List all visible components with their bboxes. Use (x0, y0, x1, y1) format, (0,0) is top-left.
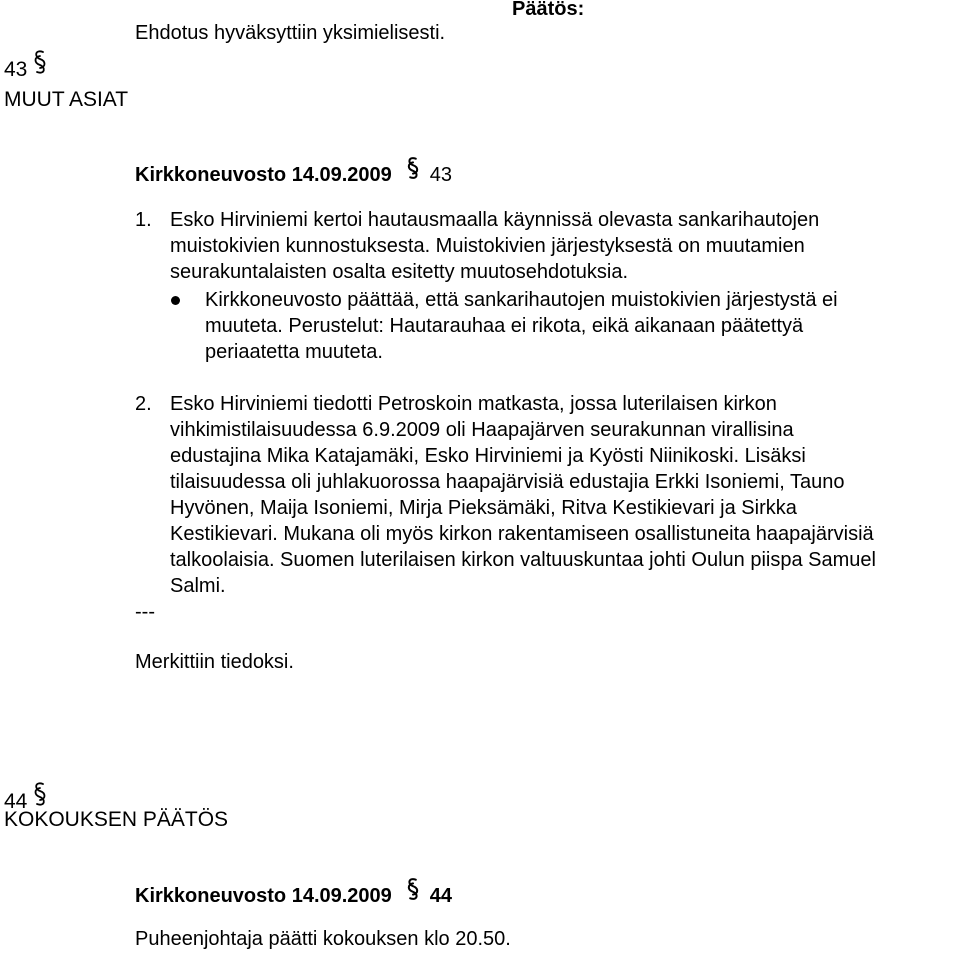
closing-text: Puheenjohtaja päätti kokouksen klo 20.50. (135, 928, 511, 950)
item-2-line: Salmi. (170, 575, 226, 597)
separator: --- (135, 601, 155, 623)
bullet-line: muuteta. Perustelut: Hautarauhaa ei rikota, eikä aikanaan päätettyä (205, 315, 804, 337)
item-marker: 2. (135, 393, 152, 415)
decision-label: Päätös: (512, 0, 585, 20)
item-2-line: edustajina Mika Katajamäki, Esko Hirviniemi ja Kyösti Niinikoski. Lisäksi (170, 445, 806, 467)
item-2-line: Hyvönen, Maija Isoniemi, Mirja Pieksämäki, Ritva Kestikievari ja Sirkka (170, 497, 797, 519)
bullet-line: Kirkkoneuvosto päättää, että sankarihautojen muistokivien järjestystä ei (205, 289, 838, 311)
section-sign-icon (406, 155, 420, 181)
item-2-line: vihkimistilaisuudessa 6.9.2009 oli Haapajärven seurakunnan virallisina (170, 419, 794, 441)
section-heading: KOKOUKSEN PÄÄTÖS (4, 808, 229, 831)
meeting-ref-text: Kirkkoneuvosto 14.09.2009 (135, 885, 392, 907)
item-2-line: tilaisuudessa oli juhlakuorossa haapajärvisiä edustajia Erkki Isoniemi, Tauno (170, 471, 845, 493)
section-number: 43 (4, 58, 28, 81)
section-heading: MUUT ASIAT (4, 88, 129, 111)
section-sign-icon (33, 780, 47, 808)
item-2-line: Kestikievari. Mukana oli myös kirkon rakentamiseen osallistuneita haapajärvisiä (170, 523, 874, 545)
meeting-number: 43 (429, 164, 453, 186)
section-sign-icon (406, 876, 420, 902)
approval-text: Ehdotus hyväksyttiin yksimielisesti. (135, 22, 446, 44)
section-sign-icon (33, 48, 47, 76)
bullet-line: periaatetta muuteta. (205, 341, 383, 363)
item-1-line: muistokivien kunnostuksesta. Muistokivien järjestyksestä on muutamien (170, 235, 805, 257)
item-2-line: talkoolaisia. Suomen luterilaisen kirkon valtuuskuntaa johti Oulun piispa Samuel (170, 549, 876, 571)
meeting-ref-text: Kirkkoneuvosto 14.09.2009 (135, 164, 392, 186)
item-marker: 1. (135, 209, 152, 231)
item-1-line: seurakuntalaisten osalta esitetty muutosehdotuksia. (170, 261, 629, 283)
meeting-reference (135, 155, 452, 187)
meeting-number: 44 (429, 885, 453, 907)
noted-text: Merkittiin tiedoksi. (135, 651, 294, 673)
item-2-line: Esko Hirviniemi tiedotti Petroskoin matkasta, jossa luterilaisen kirkon (170, 393, 777, 415)
bullet-icon (171, 296, 180, 305)
section-43-number-row (4, 48, 47, 82)
meeting-reference (135, 876, 452, 908)
item-1-line: Esko Hirviniemi kertoi hautausmaalla käynnissä olevasta sankarihautojen (170, 209, 820, 231)
section-number: 44 (4, 790, 28, 813)
